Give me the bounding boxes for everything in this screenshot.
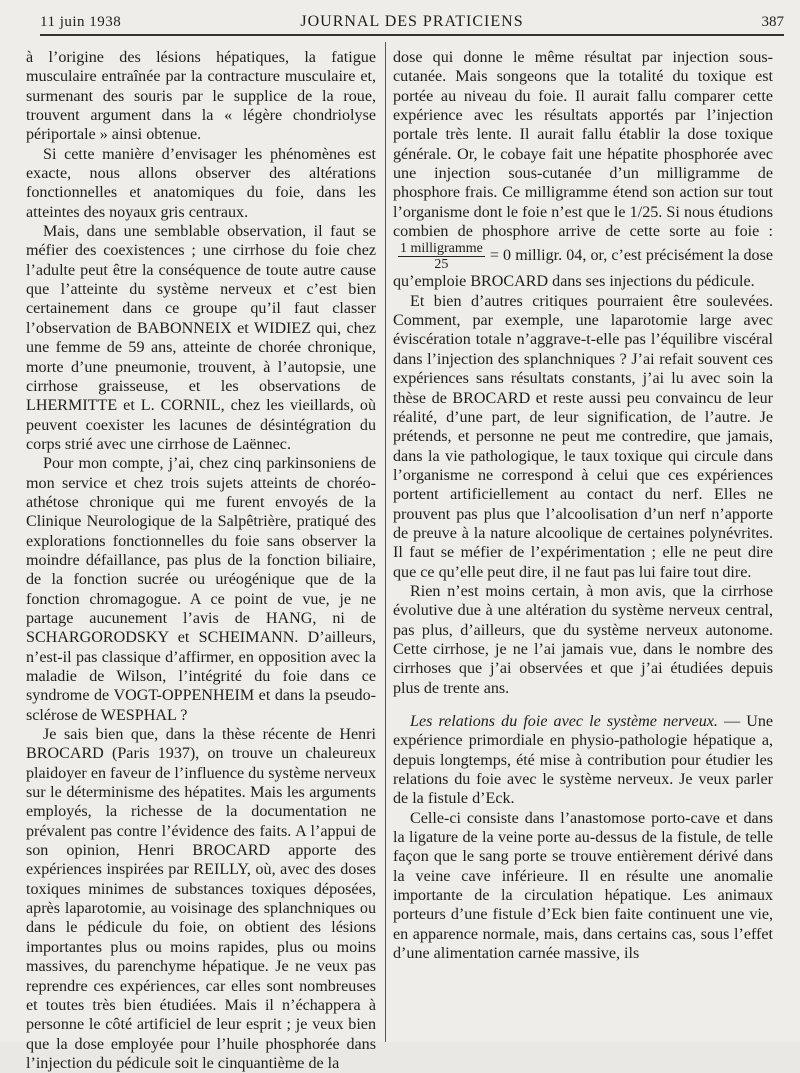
header-date: 11 juin 1938	[40, 14, 122, 30]
paragraph: Mais, dans une semblable observation, il faut se méfier des coexistences ; une cirrhose du foie chez l’adulte peut être la conséquence de toute autre cause que l’atteinte du système nerveux et c’est bien certainement dans ce groupe qu’il faut classer l’observation de BABONNEIX et WIDIEZ qui, chez une femme de 59 ans, atteinte de chorée chronique, morte d’une pneumonie, trouvent, à l’autopsie, une cirrhose graisseuse, et les observations de LHERMITTE et L. CORNIL, chez les vieillards, où peuvent coexister les lacunes de désintégration du corps strié avec une cirrhose de Laënnec.	[26, 223, 376, 453]
section-text: Une expérience primordiale en physio-pathologie hépatique a, depuis longtemps, été mise à contribution pour étudier les relations du foie avec le système nerveux. Je veux parler de la fistule d’Eck.	[393, 713, 774, 808]
section-dash: —	[717, 713, 747, 730]
fraction-numerator: 1 milligramme	[400, 241, 483, 257]
fraction	[398, 241, 485, 272]
paragraph-continuation	[393, 48, 773, 292]
section-paragraph	[393, 712, 773, 809]
page-header	[40, 8, 784, 36]
right-column	[393, 48, 773, 963]
paragraph-continuation: à l’origine des lésions hépatiques, la fatigue musculaire entraînée par la contracture musculaire et, surmenant des souris par le supplice de la roue, trouvent argument dans la « légère chondriolyse périportale » ainsi obtenue.	[26, 49, 376, 144]
paragraph: Rien n’est moins certain, à mon avis, que la cirrhose évolutive due à une altération du système nerveux central, pas plus, d’ailleurs, que du système nerveux autonome. Cette cirrhose, je ne l’ai jamais vue, dans le nombre des cirrhoses que j’ai observées et que j’ai étudiées depuis plus de trente ans.	[393, 582, 773, 697]
page-number: 387	[761, 14, 784, 30]
text-after-fraction: = 0 milligr. 04, or, c’est précisément la dose qu’emploie BROCARD dans ses injections du pédicule.	[393, 247, 773, 291]
paragraph: Je sais bien que, dans la thèse récente de Henri BROCARD (Paris 1937), on trouve un chaleureux plaidoyer en faveur de l’influence du système nerveux sur le déterminisme des hépatites. Mais les arguments employés, la richesse de la documentation ne prévalent pas contre l’évidence des faits. A l’appui de son opinion, Henri BROCARD apporte des expériences inspirées par REILLY, où, avec des doses toxiques minimes de substances toxiques déposées, après laparotomie, au voisinage des splanchniques ou dans le pédicule du foie, on obtient des lésions importantes plus ou moins rapides, plus ou moins massives, du parenchyme hépatique. Je ne veux pas reprendre ces expériences, car elles sont nombreuses et toutes très bien étudiées. Mais il n’échappera à personne le côté artificiel de leur esprit ; je veux bien que la dose employée pour l’huile phosphorée dans l’injection du pédicule soit le cinquantième de la	[26, 726, 376, 1072]
text-before-fraction: dose qui donne le même résultat par injection sous-cutanée. Mais songeons que la totalité du toxique est portée au niveau du foie. Il aurait fallu comparer cette expérience avec les résultats apportés par l’injection portale très lente. Il aurait fallu établir la dose toxique générale. Or, le cobaye fait une hépatite phosphorée avec une injection sous-cutanée d’un milligramme de phosphore frais. Ce milligramme étend son action sur tout l’organisme dont le foie n’est que le 1/25. Si nous étudions combien de phosphore arrive de cette sorte au foie :	[393, 49, 773, 241]
section-gap	[393, 698, 773, 712]
left-column	[26, 48, 376, 1073]
paragraph: Celle-ci consiste dans l’anastomose porto-cave et dans la ligature de la veine porte au-dessus de la fistule, de telle façon que le sang porte se trouve entièrement dérivé dans la veine cave inférieure. Il en résulte une anomalie importante de la circulation hépatique. Les animaux porteurs d’une fistule d’Eck bien faite continuent une vie, en apparence normale, mais, dans certains cas, sous l’effet d’une alimentation carnée massive, ils	[393, 809, 773, 963]
journal-title: JOURNAL DES PRATICIENS	[300, 13, 524, 30]
paragraph: Si cette manière d’envisager les phénomènes est exacte, nous allons observer des altérations fonctionnelles et anatomiques du foie, dans les atteintes des noyaux gris centraux.	[26, 145, 376, 221]
section-title: Les relations du foie avec le système nerveux.	[410, 713, 718, 730]
paragraph: Pour mon compte, j’ai, chez cinq parkinsoniens de mon service et chez trois sujets atteints de choréo-athétose chronique qui me furent envoyés de la Clinique Neurologique de la Salpêtrière, pratiqué des explorations fonctionnelles du foie sans observer la moindre défaillance, pas plus de la fonction biliaire, de la fonction sucrée ou uréogénique que de la fonction chromagogue. A ce point de vue, je ne partage aucunement l’avis de HANG, ni de SCHARGORODSKY et SCHEIMANN. D’ailleurs, n’est-il pas classique d’affirmer, en opposition avec la maladie de Wilson, l’intégrité du foie dans ce syndrome de VOGT-OPPENHEIM et dans la pseudo-sclérose de WESPHAL ?	[26, 455, 376, 724]
column-divider	[385, 42, 386, 1042]
paragraph: Et bien d’autres critiques pourraient être soulevées. Comment, par exemple, une laparotomie large avec éviscération totale n’aggrave-t-elle pas l’équilibre viscéral dans l’injection des splanchniques ? J’ai refait souvent ces expériences sans résultats constants, j’ai lu avec soin la thèse de BROCARD et reste aussi peu convaincu de leur réalité, d’une part, de leur signification, de l’autre. Je prétends, et personne ne peut me contredire, que jamais, dans la vie pathologique, le taux toxique qui circule dans l’organisme ne correspond à celui que ces expériences portent artificiellement au contact du nerf. Elles ne prouvent pas plus que l’alcoolisation d’un nerf n’apporte de preuve à la nature alcoolique de certaines polynévrites. Il faut se méfier de l’expérimentation ; elle ne peut dire que ce qu’elle peut dire, il ne faut pas lui faire tout dire.	[393, 292, 773, 581]
fraction-denominator: 25	[434, 257, 449, 273]
